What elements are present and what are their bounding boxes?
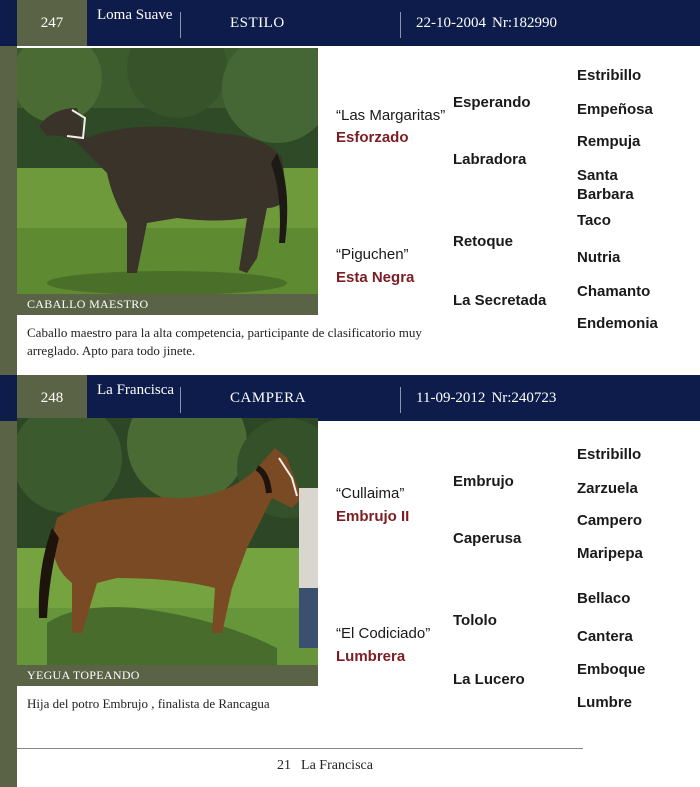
horse-photo — [17, 48, 318, 294]
horse-type: CAMPERA — [230, 390, 307, 406]
lot-header — [0, 375, 700, 421]
great-grandparent: Cantera — [577, 628, 633, 645]
sire: Esforzado — [336, 129, 409, 146]
great-grandparent: Empeñosa — [577, 101, 653, 118]
registry-number: Nr:182990 — [492, 15, 557, 31]
great-grandparent: Rempuja — [577, 133, 641, 150]
grandparent: Esperando — [453, 94, 531, 111]
sire-stud: “Cullaima” — [336, 485, 405, 502]
header-separator — [400, 12, 401, 38]
great-grandparent: Estribillo — [577, 67, 642, 84]
photo-caption: CABALLO MAESTRO — [17, 294, 318, 315]
great-grandparent: Emboque — [577, 661, 646, 678]
great-grandparent: Maripepa — [577, 545, 643, 562]
page-footer — [0, 758, 650, 774]
horse-photo — [17, 418, 318, 666]
grandparent: Tololo — [453, 612, 497, 629]
dam-stud: “El Codiciado” — [336, 625, 431, 642]
great-grandparent: Nutria — [577, 249, 621, 266]
grandparent: Caperusa — [453, 530, 522, 547]
footer-title: La Francisca — [301, 758, 373, 773]
great-grandparent: Bellaco — [577, 590, 631, 607]
registry-number: Nr:240723 — [491, 390, 557, 406]
great-grandparent: Endemonia — [577, 315, 658, 332]
grandparent: Retoque — [453, 233, 513, 250]
header-separator — [180, 387, 181, 413]
sire-stud: “Las Margaritas” — [336, 107, 446, 124]
great-grandparent: Zarzuela — [577, 480, 638, 497]
dam: Esta Negra — [336, 269, 415, 286]
lot-header — [0, 0, 700, 46]
great-grandparent: Campero — [577, 512, 643, 529]
page-number: 21 — [277, 758, 292, 773]
lot-248 — [0, 375, 700, 745]
footer-divider — [17, 748, 583, 749]
horse-type: ESTILO — [230, 15, 285, 31]
birth-date: 11-09-2012 — [416, 390, 486, 406]
lot-247 — [0, 0, 700, 375]
photo-caption: YEGUA TOPEANDO — [17, 665, 318, 686]
grandparent: Labradora — [453, 151, 527, 168]
lot-description: Hija del potro Embrujo , finalista de Rancagua — [27, 696, 270, 711]
sire: Embrujo II — [336, 508, 410, 525]
grandparent: La Secretada — [453, 292, 547, 309]
grandparent: Embrujo — [453, 473, 514, 490]
great-grandparent: Santa Barbara — [577, 167, 634, 203]
great-grandparent: Estribillo — [577, 446, 642, 463]
birth-date-registry — [416, 375, 556, 421]
lot-number: 248 — [17, 375, 87, 421]
horse-name: La Francisca — [97, 382, 175, 398]
great-grandparent: Chamanto — [577, 283, 651, 300]
header-separator — [400, 387, 401, 413]
great-grandparent: Lumbre — [577, 694, 633, 711]
grandparent: La Lucero — [453, 671, 525, 688]
great-grandparent: Taco — [577, 212, 611, 229]
dam-stud: “Piguchen” — [336, 246, 409, 263]
lot-number: 247 — [17, 0, 87, 46]
horse-name: Loma Suave — [97, 7, 173, 23]
lot-description: Caballo maestro para la alta competencia, participante de clasificatorio muy arreglado. Apto para todo jinete. — [27, 325, 422, 358]
header-separator — [180, 12, 181, 38]
birth-date: 22-10-2004 — [416, 15, 486, 31]
dam: Lumbrera — [336, 648, 406, 665]
birth-date-registry — [416, 0, 557, 46]
